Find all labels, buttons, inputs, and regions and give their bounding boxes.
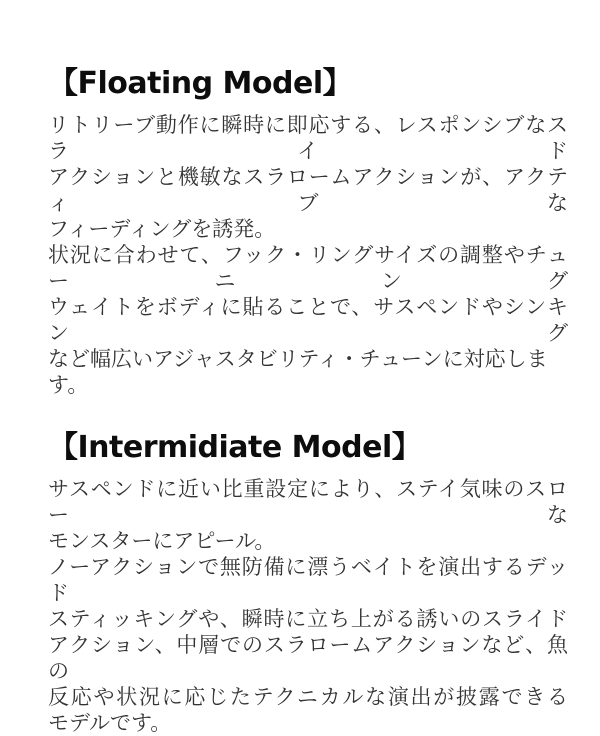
text-line: ウェイトをボディに貼ることで、サスペンドやシンキング <box>48 295 568 345</box>
text-line: フィーディングを誘発。 <box>48 217 276 241</box>
text-line: ノーアクションで無防備に漂うベイトを演出するデッド <box>48 555 568 605</box>
text-line: アクションと機敏なスラロームアクションが、アクティブな <box>48 165 568 215</box>
section-intermidiate-model <box>48 428 568 736</box>
floating-model-paragraph-2 <box>48 242 568 398</box>
text-line: スティッキングや、瞬時に立ち上がる誘いのスライド <box>48 607 568 631</box>
text-line: モンスターにアピール。 <box>48 529 276 553</box>
text-line: サスペンドに近い比重設定により、ステイ気味のスローな <box>48 477 568 527</box>
intermidiate-model-paragraph-1 <box>48 476 568 554</box>
text-line: リトリーブ動作に瞬時に即応する、レスポンシブなスライド <box>48 113 568 163</box>
intermidiate-model-heading: 【Intermidiate Model】 <box>48 430 422 465</box>
text-line: アクション、中層でのスラロームアクションなど、魚の <box>48 633 568 683</box>
text-line: 状況に合わせて、フック・リングサイズの調整やチューニング <box>48 243 568 293</box>
text-line: モデルです。 <box>48 711 172 735</box>
text-line: など幅広いアジャスタビリティ・チューンに対応します。 <box>48 347 548 397</box>
floating-model-paragraph-1 <box>48 112 568 242</box>
floating-model-heading: 【Floating Model】 <box>48 66 353 101</box>
section-floating-model <box>48 64 568 398</box>
intermidiate-model-paragraph-2 <box>48 554 568 736</box>
text-line: 反応や状況に応じたテクニカルな演出が披露できる <box>48 685 568 709</box>
